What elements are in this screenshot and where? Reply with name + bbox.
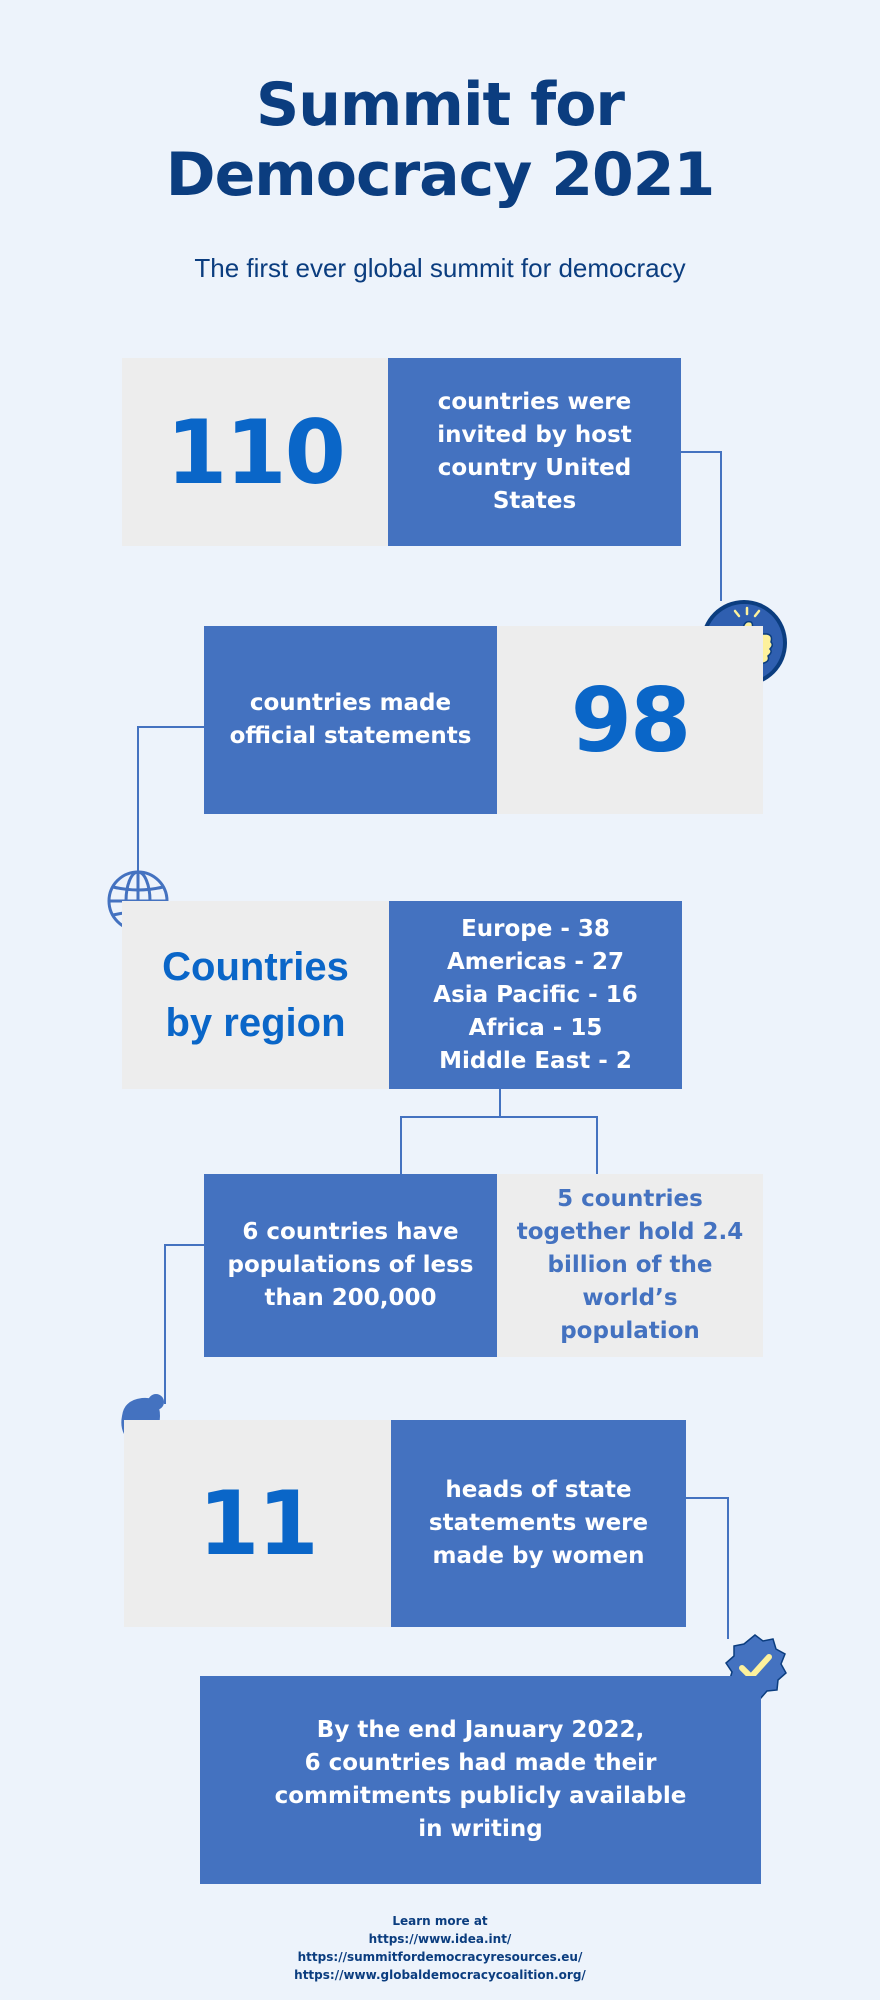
invited-number-box bbox=[122, 358, 388, 546]
invited-text-box bbox=[388, 358, 681, 546]
regions-list-box bbox=[389, 901, 682, 1089]
footer-link-global-democracy-coalition[interactable]: https://www.globaldemocracycoalition.org/ bbox=[294, 1968, 586, 1982]
commitments-line-2: 6 countries had made their bbox=[304, 1750, 657, 1776]
region-asia-pacific: Asia Pacific - 16 bbox=[433, 981, 638, 1008]
connector-line bbox=[681, 451, 722, 453]
region-americas: Americas - 27 bbox=[446, 948, 624, 975]
statements-number: 98 bbox=[570, 668, 690, 772]
connector-line bbox=[686, 1497, 729, 1499]
region-africa: Africa - 15 bbox=[468, 1014, 603, 1041]
women-number: 11 bbox=[198, 1472, 317, 1575]
connector-line bbox=[499, 1089, 501, 1118]
large-countries-text: 5 countries together hold 2.4 billion of the world’s population bbox=[516, 1186, 744, 1344]
connector-line bbox=[400, 1116, 598, 1118]
statements-number-box bbox=[497, 626, 763, 814]
statements-text-box bbox=[204, 626, 497, 814]
commitments-line-4: in writing bbox=[418, 1816, 543, 1842]
connector-line bbox=[596, 1116, 598, 1174]
connector-line bbox=[137, 726, 139, 872]
connector-line bbox=[137, 726, 204, 728]
commitments-box bbox=[200, 1676, 761, 1884]
large-countries-box bbox=[497, 1174, 763, 1357]
women-text-box bbox=[391, 1420, 686, 1627]
connector-line bbox=[164, 1244, 166, 1404]
connector-line bbox=[400, 1116, 402, 1174]
footer-label: Learn more at bbox=[392, 1914, 488, 1928]
commitments-line-3: commitments publicly available bbox=[274, 1783, 687, 1809]
page-title bbox=[0, 70, 880, 210]
footer-link-summit-resources[interactable]: https://summitfordemocracyresources.eu/ bbox=[297, 1950, 583, 1964]
connector-line bbox=[720, 451, 722, 601]
footer-link-idea[interactable]: https://www.idea.int/ bbox=[368, 1932, 512, 1946]
small-countries-box bbox=[204, 1174, 497, 1357]
regions-label-line-1: Countries bbox=[162, 945, 349, 989]
small-countries-text: 6 countries have populations of less than 200,000 bbox=[227, 1219, 474, 1311]
connector-line bbox=[164, 1244, 204, 1246]
invited-text: countries were invited by host country United States bbox=[437, 389, 632, 514]
connector-line bbox=[727, 1497, 729, 1639]
regions-label-box bbox=[122, 901, 389, 1089]
footer bbox=[0, 1912, 880, 1984]
statements-text: countries made official statements bbox=[229, 690, 472, 749]
commitments-line-1: By the end January 2022, bbox=[316, 1717, 645, 1743]
title-line-1: Summit for bbox=[255, 70, 625, 140]
region-middle-east: Middle East - 2 bbox=[439, 1047, 632, 1074]
regions-label-line-2: by region bbox=[165, 1001, 346, 1045]
invited-number: 110 bbox=[166, 400, 344, 504]
title-line-2: Democracy 2021 bbox=[165, 140, 715, 210]
women-text: heads of state statements were made by women bbox=[428, 1477, 649, 1569]
page-subtitle: The first ever global summit for democracy bbox=[194, 253, 686, 283]
region-europe: Europe - 38 bbox=[461, 915, 610, 942]
women-number-box bbox=[124, 1420, 391, 1627]
